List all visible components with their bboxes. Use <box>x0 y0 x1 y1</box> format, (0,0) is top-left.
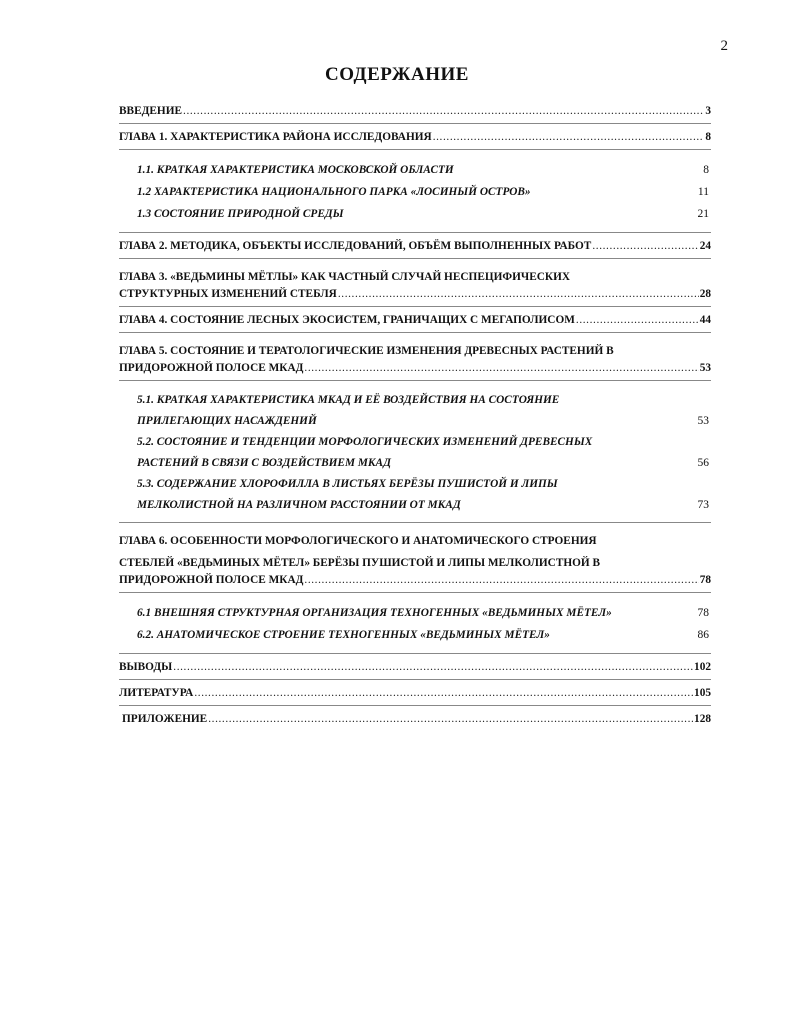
toc-entry-page: 8 <box>703 164 709 176</box>
toc-entry-title: ПРИДОРОЖНОЙ ПОЛОСЕ МКАД <box>119 574 304 586</box>
toc-entry-page: 105 <box>694 687 711 699</box>
toc-entry-ch6-2[interactable] <box>119 624 711 646</box>
dot-leader <box>194 687 693 699</box>
toc-entry-page: 21 <box>697 208 709 220</box>
toc-entry-ch5-3[interactable] <box>119 495 711 516</box>
toc-entry-ch6-1[interactable] <box>119 602 711 624</box>
dot-leader <box>338 288 699 300</box>
toc-entry-page: 128 <box>694 713 711 725</box>
toc-entry-ch1-3[interactable] <box>119 203 711 225</box>
toc-entry-title: ВЫВОДЫ <box>119 661 173 673</box>
divider <box>119 149 711 150</box>
divider <box>119 653 711 654</box>
dot-leader <box>304 574 698 586</box>
table-of-contents <box>119 100 711 725</box>
toc-entry-title: СТРУКТУРНЫХ ИЗМЕНЕНИЙ СТЕБЛЯ <box>119 288 337 300</box>
toc-entry-page: 11 <box>697 186 709 198</box>
toc-entry-ch5[interactable] <box>119 362 711 374</box>
dot-leader <box>304 362 698 374</box>
toc-entry-page: 73 <box>697 499 709 511</box>
toc-entry-title: 6.1 ВНЕШНЯЯ СТРУКТУРНАЯ ОРГАНИЗАЦИЯ ТЕХНОГЕННЫХ «ВЕДЬМИНЫХ МЁТЕЛ» <box>137 607 612 619</box>
toc-entry-page: 24 <box>699 240 711 252</box>
divider <box>119 232 711 233</box>
dot-leader <box>208 713 693 725</box>
page-number: 2 <box>720 38 728 54</box>
divider <box>119 592 711 593</box>
divider <box>119 380 711 381</box>
toc-entry-title: 1.3 СОСТОЯНИЕ ПРИРОДНОЙ СРЕДЫ <box>137 208 344 220</box>
toc-entry-page: 102 <box>694 661 711 673</box>
toc-entry-appendix[interactable] <box>119 713 711 725</box>
toc-entry-ch3-line1[interactable]: ГЛАВА 3. «ВЕДЬМИНЫ МЁТЛЫ» КАК ЧАСТНЫЙ СЛУЧАЙ НЕСПЕЦИФИЧЕСКИХ <box>119 271 571 283</box>
divider <box>119 332 711 333</box>
toc-entry-title: 1.1. КРАТКАЯ ХАРАКТЕРИСТИКА МОСКОВСКОЙ ОБЛАСТИ <box>137 164 454 176</box>
toc-entry-title: ПРИДОРОЖНОЙ ПОЛОСЕ МКАД <box>119 362 304 374</box>
toc-entry-title: ВВЕДЕНИЕ <box>119 105 183 117</box>
divider <box>119 679 711 680</box>
dot-leader <box>433 131 705 143</box>
toc-entry-ch6-line1[interactable]: ГЛАВА 6. ОСОБЕННОСТИ МОРФОЛОГИЧЕСКОГО И АНАТОМИЧЕСКОГО СТРОЕНИЯ <box>119 535 597 547</box>
toc-entry-page: 86 <box>697 629 709 641</box>
toc-entry-title: 6.2. АНАТОМИЧЕСКОЕ СТРОЕНИЕ ТЕХНОГЕННЫХ «ВЕДЬМИНЫХ МЁТЕЛ» <box>137 629 550 641</box>
toc-entry-ch5-3-line1[interactable]: 5.3. СОДЕРЖАНИЕ ХЛОРОФИЛЛА В ЛИСТЬЯХ БЕРЁЗЫ ПУШИСТОЙ И ЛИПЫ <box>137 478 558 490</box>
toc-entry-ch5-line1[interactable]: ГЛАВА 5. СОСТОЯНИЕ И ТЕРАТОЛОГИЧЕСКИЕ ИЗМЕНЕНИЯ ДРЕВЕСНЫХ РАСТЕНИЙ В <box>119 345 614 357</box>
divider <box>119 258 711 259</box>
toc-entry-ch1-1[interactable] <box>119 159 711 181</box>
toc-entry-page: 78 <box>699 574 711 586</box>
toc-entry-page: 8 <box>705 131 711 143</box>
dot-leader <box>576 314 699 326</box>
toc-entry-page: 3 <box>705 105 711 117</box>
toc-entry-literature[interactable] <box>119 687 711 699</box>
toc-entry-page: 53 <box>699 362 711 374</box>
toc-entry-ch5-1[interactable] <box>119 411 711 432</box>
toc-entry-ch3[interactable] <box>119 288 711 300</box>
toc-entry-ch5-2-line1[interactable]: 5.2. СОСТОЯНИЕ И ТЕНДЕНЦИИ МОРФОЛОГИЧЕСКИХ ИЗМЕНЕНИЙ ДРЕВЕСНЫХ <box>137 436 593 448</box>
divider <box>119 705 711 706</box>
toc-entry-title: ПРИЛОЖЕНИЕ <box>122 713 208 725</box>
dot-leader <box>173 661 693 673</box>
toc-entry-page: 56 <box>697 457 709 469</box>
dot-leader <box>183 105 704 117</box>
toc-entry-title: МЕЛКОЛИСТНОЙ НА РАЗЛИЧНОМ РАССТОЯНИИ ОТ МКАД <box>137 499 461 511</box>
toc-entry-title: ГЛАВА 4. СОСТОЯНИЕ ЛЕСНЫХ ЭКОСИСТЕМ, ГРАНИЧАЩИХ С МЕГАПОЛИСОМ <box>119 314 575 326</box>
toc-entry-ch4[interactable] <box>119 314 711 326</box>
toc-entry-ch1[interactable] <box>119 131 711 143</box>
divider <box>119 123 711 124</box>
page-title: СОДЕРЖАНИЕ <box>325 64 469 85</box>
toc-entry-conclusions[interactable] <box>119 661 711 673</box>
toc-entry-ch1-2[interactable] <box>119 181 711 203</box>
toc-entry-page: 78 <box>697 607 709 619</box>
toc-entry-ch6[interactable] <box>119 574 711 586</box>
toc-entry-title: ЛИТЕРАТУРА <box>119 687 194 699</box>
toc-entry-page: 28 <box>699 288 711 300</box>
toc-entry-ch2[interactable] <box>119 240 711 252</box>
toc-entry-ch6-line2[interactable]: СТЕБЛЕЙ «ВЕДЬМИНЫХ МЁТЕЛ» БЕРЁЗЫ ПУШИСТОЙ И ЛИПЫ МЕЛКОЛИСТНОЙ В <box>119 557 601 569</box>
toc-entry-title: ГЛАВА 2. МЕТОДИКА, ОБЪЕКТЫ ИССЛЕДОВАНИЙ, ОБЪЁМ ВЫПОЛНЕННЫХ РАБОТ <box>119 240 592 252</box>
divider <box>119 306 711 307</box>
divider <box>119 522 711 523</box>
toc-entry-page: 53 <box>697 415 709 427</box>
dot-leader <box>592 240 698 252</box>
toc-entry-page: 44 <box>699 314 711 326</box>
toc-entry-ch5-2[interactable] <box>119 453 711 474</box>
toc-entry-title: ПРИЛЕГАЮЩИХ НАСАЖДЕНИЙ <box>137 415 317 427</box>
toc-entry-title: ГЛАВА 1. ХАРАКТЕРИСТИКА РАЙОНА ИССЛЕДОВАНИЯ <box>119 131 432 143</box>
toc-entry-title: РАСТЕНИЙ В СВЯЗИ С ВОЗДЕЙСТВИЕМ МКАД <box>137 457 391 469</box>
toc-entry-title: 1.2 ХАРАКТЕРИСТИКА НАЦИОНАЛЬНОГО ПАРКА «ЛОСИНЫЙ ОСТРОВ» <box>137 186 531 198</box>
toc-entry-intro[interactable] <box>119 105 711 117</box>
toc-entry-ch5-1-line1[interactable]: 5.1. КРАТКАЯ ХАРАКТЕРИСТИКА МКАД И ЕЁ ВОЗДЕЙСТВИЯ НА СОСТОЯНИЕ <box>137 394 560 406</box>
